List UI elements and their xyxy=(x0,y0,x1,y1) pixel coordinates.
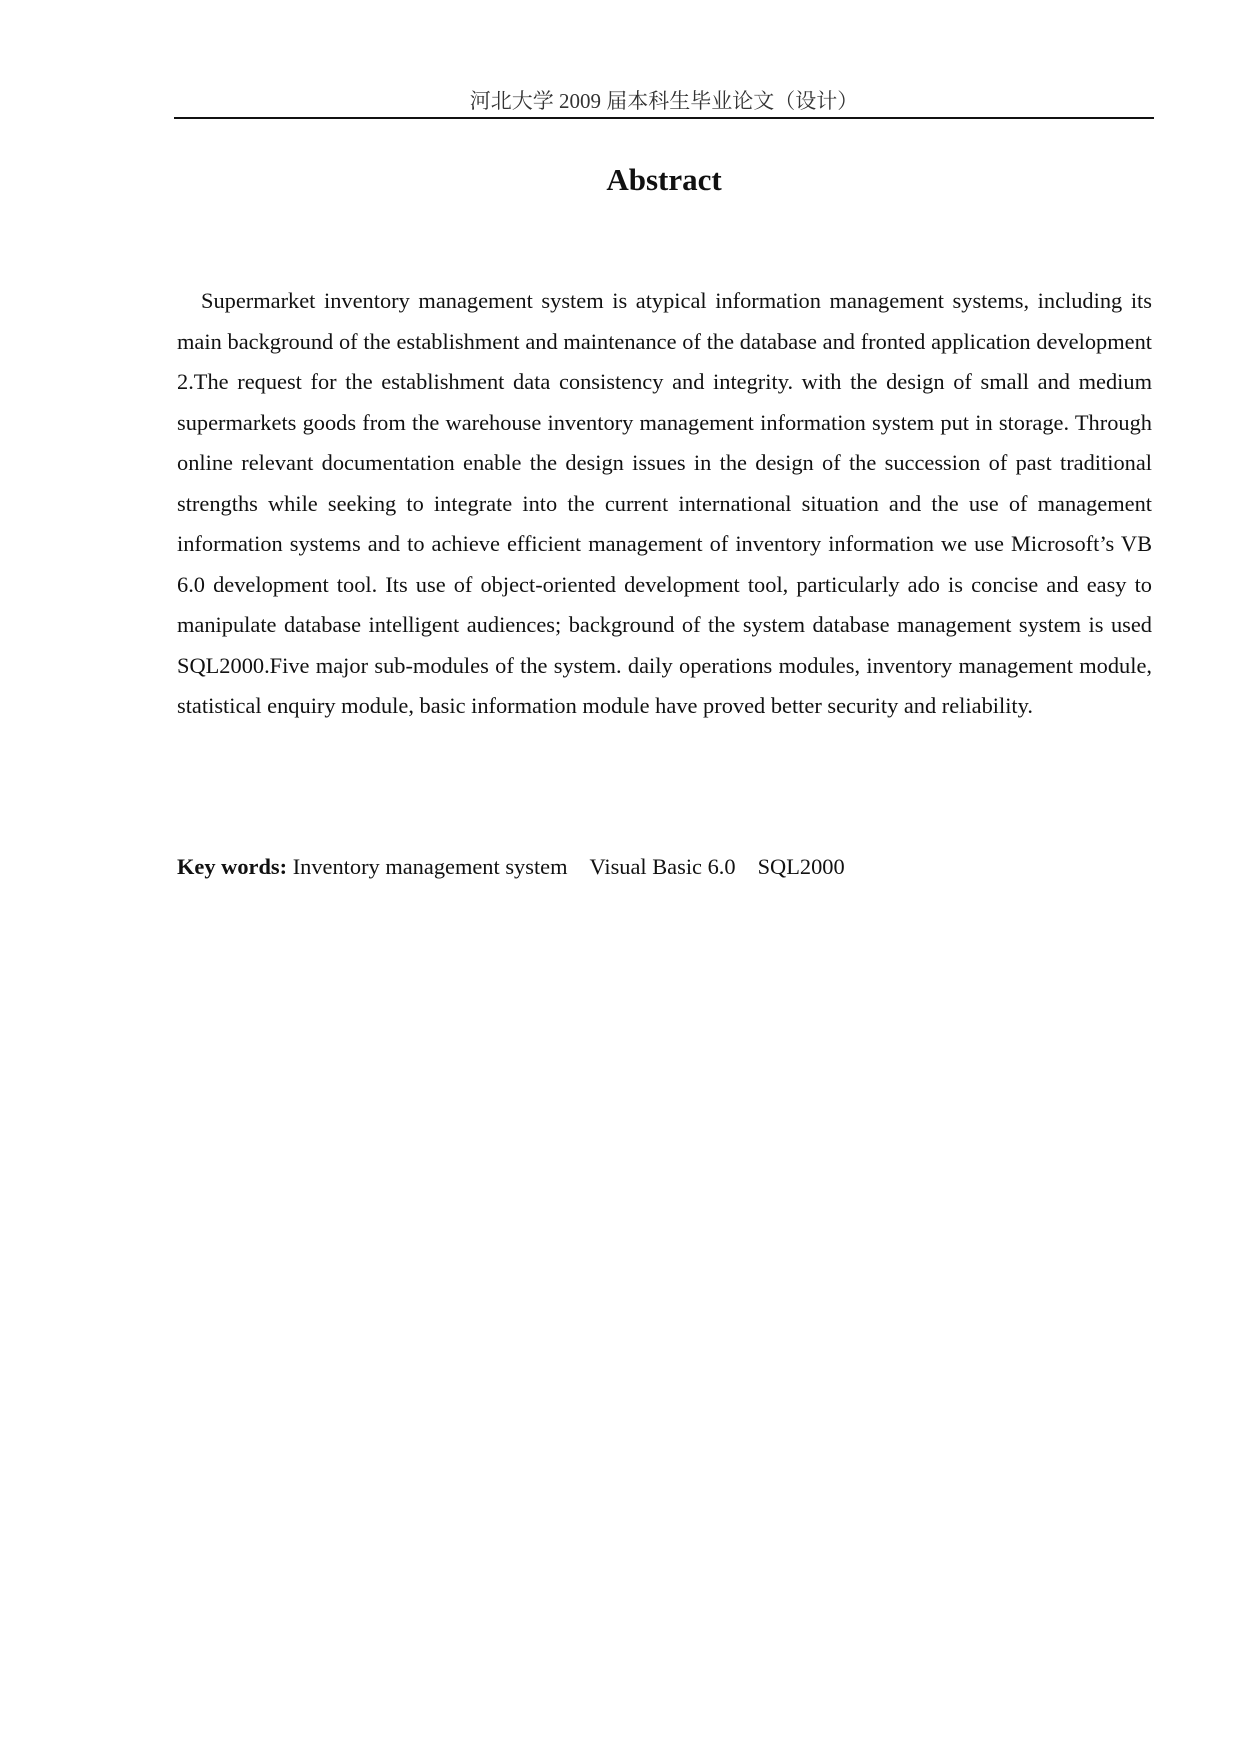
running-header: 河北大学 2009 届本科生毕业论文（设计） xyxy=(469,89,859,113)
keyword-item: Inventory management system xyxy=(292,854,568,879)
abstract-text: Supermarket inventory management system is atypical information management systems, including its main background of the establishment and maintenance of the database and fronted application development 2.The request for the establishment data consistency and integrity. with the design of small and medium supermarkets goods from the warehouse inventory management information system put in storage. Through online relevant documentation enable the design issues in the design of the succession of past traditional strengths while seeking to integrate into the current international situation and the use of management information systems and to achieve efficient management of inventory information we use Microsoft’s VB 6.0 development tool. Its use of object-oriented development tool, particularly ado is concise and easy to manipulate database intelligent audiences; background of the system database management system is used SQL2000.Five major sub-modules of the system. daily operations modules, inventory management module, statistical enquiry module, basic information module have proved better security and reliability. xyxy=(177,288,1152,718)
header-rule xyxy=(174,117,1154,119)
abstract-paragraph xyxy=(177,281,1152,727)
keyword-item: SQL2000 xyxy=(757,854,845,879)
keyword-item: Visual Basic 6.0 xyxy=(589,854,736,879)
keywords-line xyxy=(177,847,845,887)
page-title: Abstract xyxy=(606,162,722,197)
keywords-label: Key words: xyxy=(177,854,288,879)
